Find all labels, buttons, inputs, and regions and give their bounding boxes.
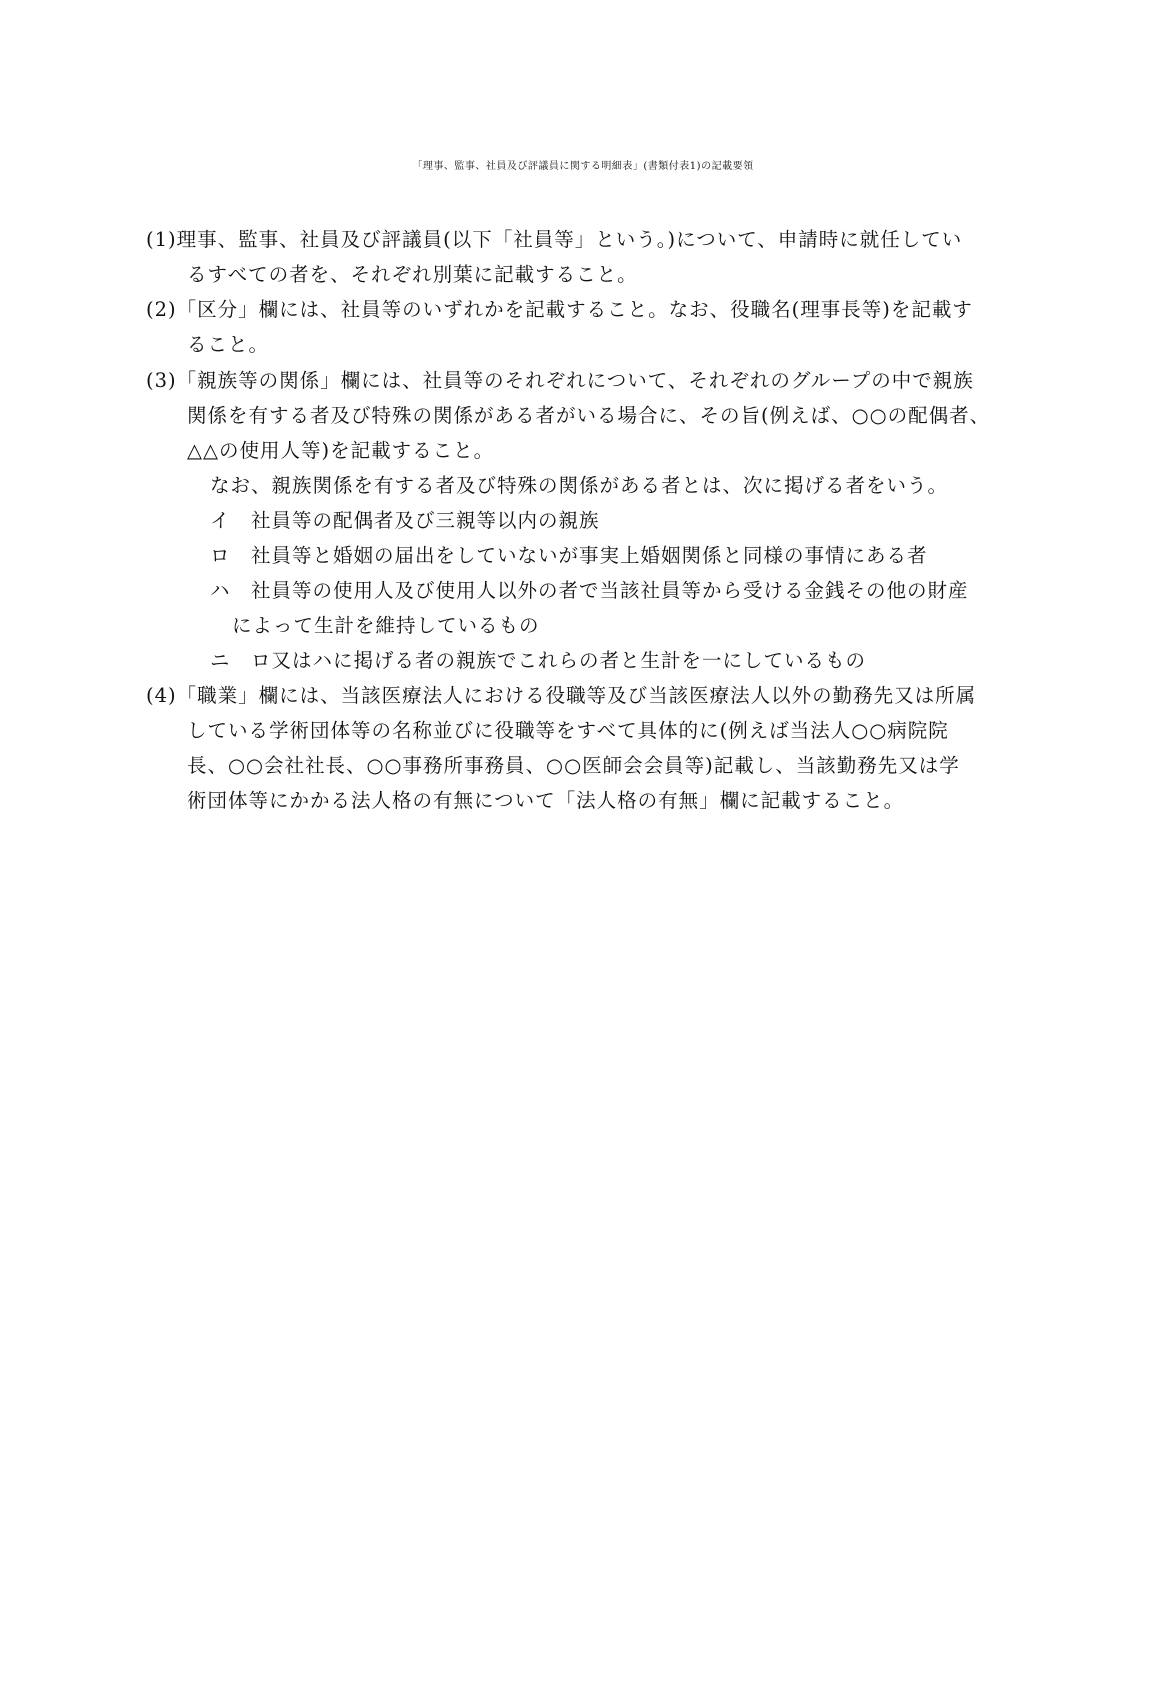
text-line-item4-3: 長、○○会社社長、○○事務所事務員、○○医師会会員等)記載し、当該勤務先又は学 xyxy=(187,754,960,777)
text-line-subitem-ni: ニ ロ又はハに掲げる者の親族でこれらの者と生計を一にしているもの xyxy=(210,649,867,672)
text-line-subitem-ha-2: によって生計を維持しているもの xyxy=(232,614,540,637)
text-line-subitem-ha-1: ハ 社員等の使用人及び使用人以外の者で当該社員等から受ける金銭その他の財産 xyxy=(210,579,969,602)
text-line-item3-1: (3)「親族等の関係」欄には、社員等のそれぞれについて、それぞれのグループの中で親族 xyxy=(146,369,974,392)
text-line-item3-2: 関係を有する者及び特殊の関係がある者がいる場合に、その旨(例えば、○○の配偶者、 xyxy=(187,404,991,427)
text-line-item1-2: るすべての者を、それぞれ別葉に記載すること。 xyxy=(187,263,638,286)
text-line-item1-1: (1)理事、監事、社員及び評議員(以下「社員等」という。)について、申請時に就任してい xyxy=(146,228,963,251)
text-line-subitem-i: イ 社員等の配偶者及び三親等以内の親族 xyxy=(210,509,600,532)
text-line-item3-note: なお、親族関係を有する者及び特殊の関係がある者とは、次に掲げる者をいう。 xyxy=(210,474,949,497)
text-line-item4-4: 術団体等にかかる法人格の有無について「法人格の有無」欄に記載すること。 xyxy=(187,789,905,812)
text-line-item2-1: (2)「区分」欄には、社員等のいずれかを記載すること。なお、役職名(理事長等)を記載す xyxy=(146,298,973,321)
text-line-item4-1: (4)「職業」欄には、当該医療法人における役職等及び当該医療法人以外の勤務先又は所属 xyxy=(146,684,977,707)
text-line-item3-3: △△の使用人等)を記載すること。 xyxy=(187,439,495,462)
text-line-item2-2: ること。 xyxy=(187,333,270,356)
text-line-item4-2: している学術団体等の名称並びに役職等をすべて具体的に(例えば当法人○○病院院 xyxy=(187,719,949,742)
document-title: 「理事、監事、社員及び評議員に関する明細表」(書類付表1)の記載要領 xyxy=(412,161,754,172)
text-line-subitem-ro: ロ 社員等と婚姻の届出をしていないが事実上婚姻関係と同様の事情にある者 xyxy=(210,544,928,567)
